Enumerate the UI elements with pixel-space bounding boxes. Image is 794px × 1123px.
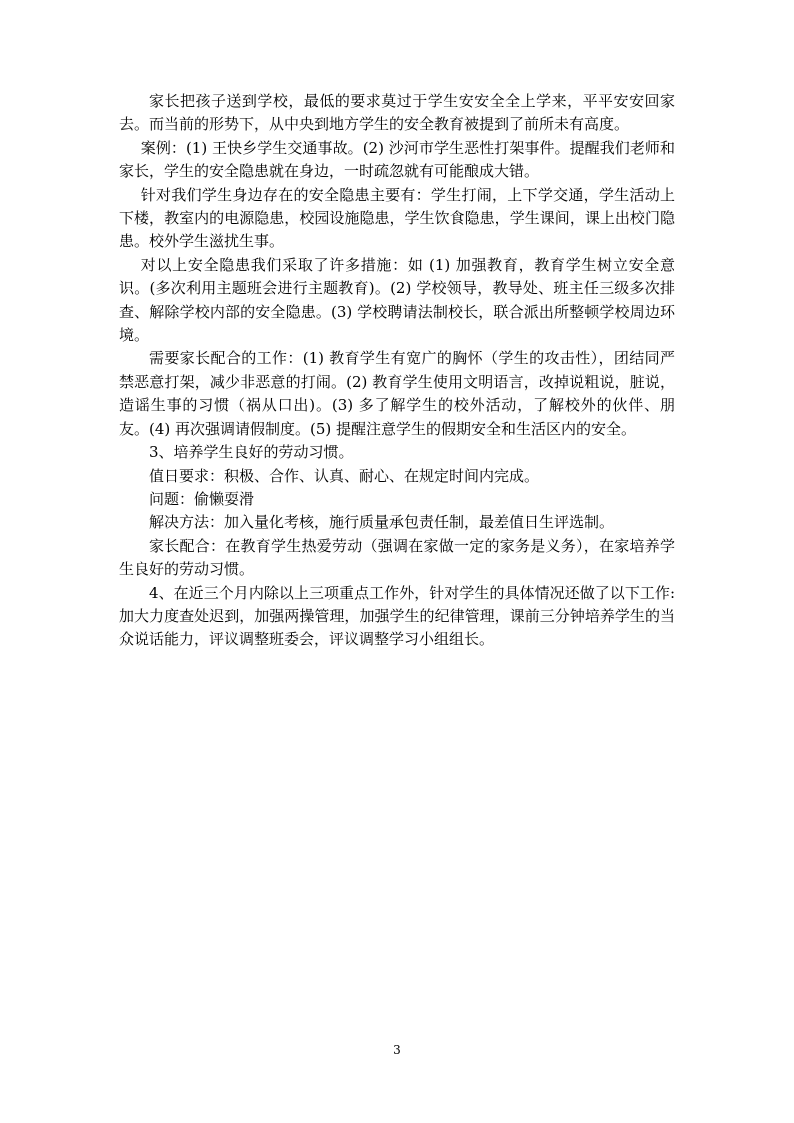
paragraph-safety-intro: 家长把孩子送到学校，最低的要求莫过于学生安安全全上学来，平平安安回家去。而当前的形势下，从中央到地方学生的安全教育被提到了前所未有高度。 [119, 92, 675, 134]
paragraph-solution: 解决方法：加入量化考核，施行质量承包责任制，最差值日生评选制。 [149, 513, 615, 532]
paragraph-parent-labor: 家长配合：在教育学生热爱劳动（强调在家做一定的家务是义务），在家培养学生良好的劳动习惯。 [119, 536, 675, 579]
paragraph-cases: 案例：(1) 王快乡学生交通事故。(2) 沙河市学生恶性打架事件。提醒我们老师和家长，学生的安全隐患就在身边，一时疏忽就有可能酿成大错。 [119, 138, 675, 181]
body-text [119, 90, 675, 652]
paragraph-labor-heading: 3、培养学生良好的劳动习惯。 [149, 443, 354, 462]
page-number: 3 [393, 1043, 401, 1057]
paragraph-hazards: 针对我们学生身边存在的安全隐患主要有：学生打闹，上下学交通，学生活动上下楼，教室内的电源隐患，校园设施隐患，学生饮食隐患，学生课间，课上出校门隐患。校外学生滋扰生事。 [119, 185, 675, 251]
paragraph-parent-cooperation: 需要家长配合的工作：(1) 教育学生有宽广的胸怀（学生的攻击性），团结同严禁恶意打架，减少非恶意的打闹。(2) 教育学生使用文明语言，改掉说粗说，脏说，造谣生事的习惯（祸从口出)。(3) 多了解学生的校外活动，了解校外的伙伴、朋友。(4) 再次强调请假制度。(5) 提醒注意学生的假期安全和生活区内的安全。 [119, 349, 675, 438]
paragraph-other-work: 4、在近三个月内除以上三项重点工作外，针对学生的具体情况还做了以下工作: 加大力度查处迟到，加强两操管理，加强学生的纪律管理，课前三分钟培养学生的当众说话能力，评议调整班委会，评议调整学习小组组长。 [119, 583, 675, 649]
paragraph-problem: 问题：偷懒耍滑 [149, 489, 255, 508]
paragraph-measures: 对以上安全隐患我们采取了许多措施：如 (1) 加强教育，教育学生树立安全意识。(多次利用主题班会进行主题教育)。(2) 学校领导，教导处、班主任三级多次排查、解除学校内部的安全隐患。(3) 学校聘请法制校长，联合派出所整顿学校周边环境。 [119, 255, 675, 345]
paragraph-duty-requirements: 值日要求：积极、合作、认真、耐心、在规定时间内完成。 [149, 466, 540, 485]
